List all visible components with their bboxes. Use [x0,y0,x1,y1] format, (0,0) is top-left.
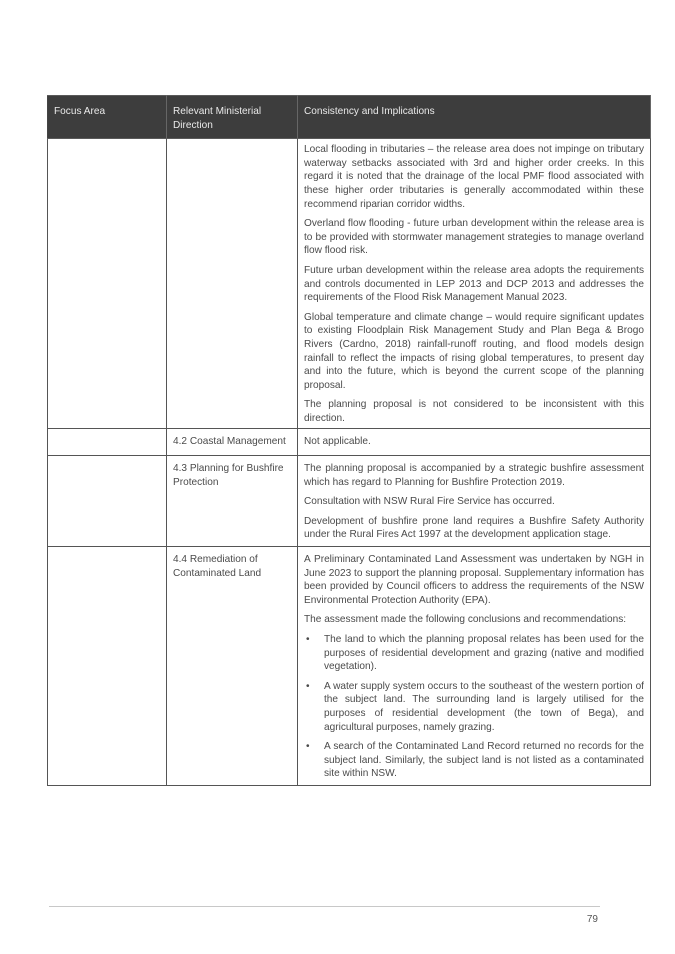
paragraph: Overland flow flooding - future urban development within the release area is to be provided with stormwater management strategies to manage overland flow flood risk. [304,218,644,257]
list-item [304,633,644,674]
consistency-cell [298,547,651,786]
paragraph: The planning proposal is not considered to be inconsistent with this direction. [304,399,644,424]
list-item [304,680,644,734]
list-item [304,740,644,781]
footer-divider [49,906,600,907]
paragraph: Consultation with NSW Rural Fire Service has occurred. [304,496,555,508]
focus-area-cell [48,139,167,429]
focus-area-cell [48,547,167,786]
table-row [48,139,651,429]
direction-cell: 4.2 Coastal Management [167,429,298,456]
table-row [48,429,651,456]
bullet-icon: • [306,680,310,692]
paragraph: Development of bushfire prone land requires a Bushfire Safety Authority under the Rural Fires Act 1997 at the development application stage. [304,515,644,541]
focus-area-cell [48,429,167,456]
header-consistency: Consistency and Implications [298,96,651,139]
paragraph: A Preliminary Contaminated Land Assessment was undertaken by NGH in June 2023 to support the planning proposal. Supplementary information has been provided by Council officers to address the requirements of the NSW Environmental Protection Authority (EPA). [304,554,644,606]
paragraph: The planning proposal is accompanied by a strategic bushfire assessment which has regard to Planning for Bushfire Protection 2019. [304,463,644,488]
direction-cell [167,139,298,429]
paragraph: The assessment made the following conclusions and recommendations: [304,614,627,626]
direction-cell: 4.3 Planning for Bushfire Protection [167,456,298,547]
consistency-cell [298,456,651,547]
list-item-text: A search of the Contaminated Land Record returned no records for the subject land. Similarly, the subject land is not listed as a contaminated site within NSW. [324,741,644,780]
bullet-icon: • [306,634,310,645]
header-focus-area: Focus Area [48,96,167,139]
paragraph: Global temperature and climate change – would require significant updates to existing Floodplain Risk Management Study and Plan Bega & Brogo Rivers (Cardno, 2018) rainfall-runoff routing, and flood models design rainfall to reflect the impacts of rising global temperatures, to present day and into the future, which is beyond the current scope of the planning proposal. [304,311,644,391]
focus-area-cell [48,456,167,547]
paragraph: Not applicable. [304,436,371,448]
table-row [48,547,651,786]
paragraph: Local flooding in tributaries – the release area does not impinge on tributary waterway setbacks associated with 3rd and higher order creeks. In this regard it is noted that the drainage of the local PMF flood associated with these higher order tributaries is generally accommodated within these recommend riparian corridor widths. [304,144,644,210]
paragraph: Future urban development within the release area adopts the requirements and controls documented in LEP 2013 and DCP 2013 and addresses the requirements of the Flood Risk Management Manual 2023. [304,264,644,304]
list-item-text: The land to which the planning proposal relates has been used for the purposes of residential development and grazing (native and modified vegetation). [324,634,644,673]
direction-cell: 4.4 Remediation of Contaminated Land [167,547,298,786]
header-ministerial-direction: Relevant Ministerial Direction [167,96,298,139]
page-number: 79 [586,914,598,925]
bullet-icon: • [306,741,310,753]
consistency-cell [298,429,651,456]
conclusions-list [304,633,644,781]
consistency-cell [298,139,651,429]
ministerial-directions-table [47,95,651,786]
list-item-text: A water supply system occurs to the southeast of the western portion of the subject land. The surrounding land is largely utilised for the purposes of residential development (the town of Bega), and agricultural purposes, namely grazing. [324,680,644,733]
table-row [48,456,651,547]
table-header-row [48,96,651,139]
